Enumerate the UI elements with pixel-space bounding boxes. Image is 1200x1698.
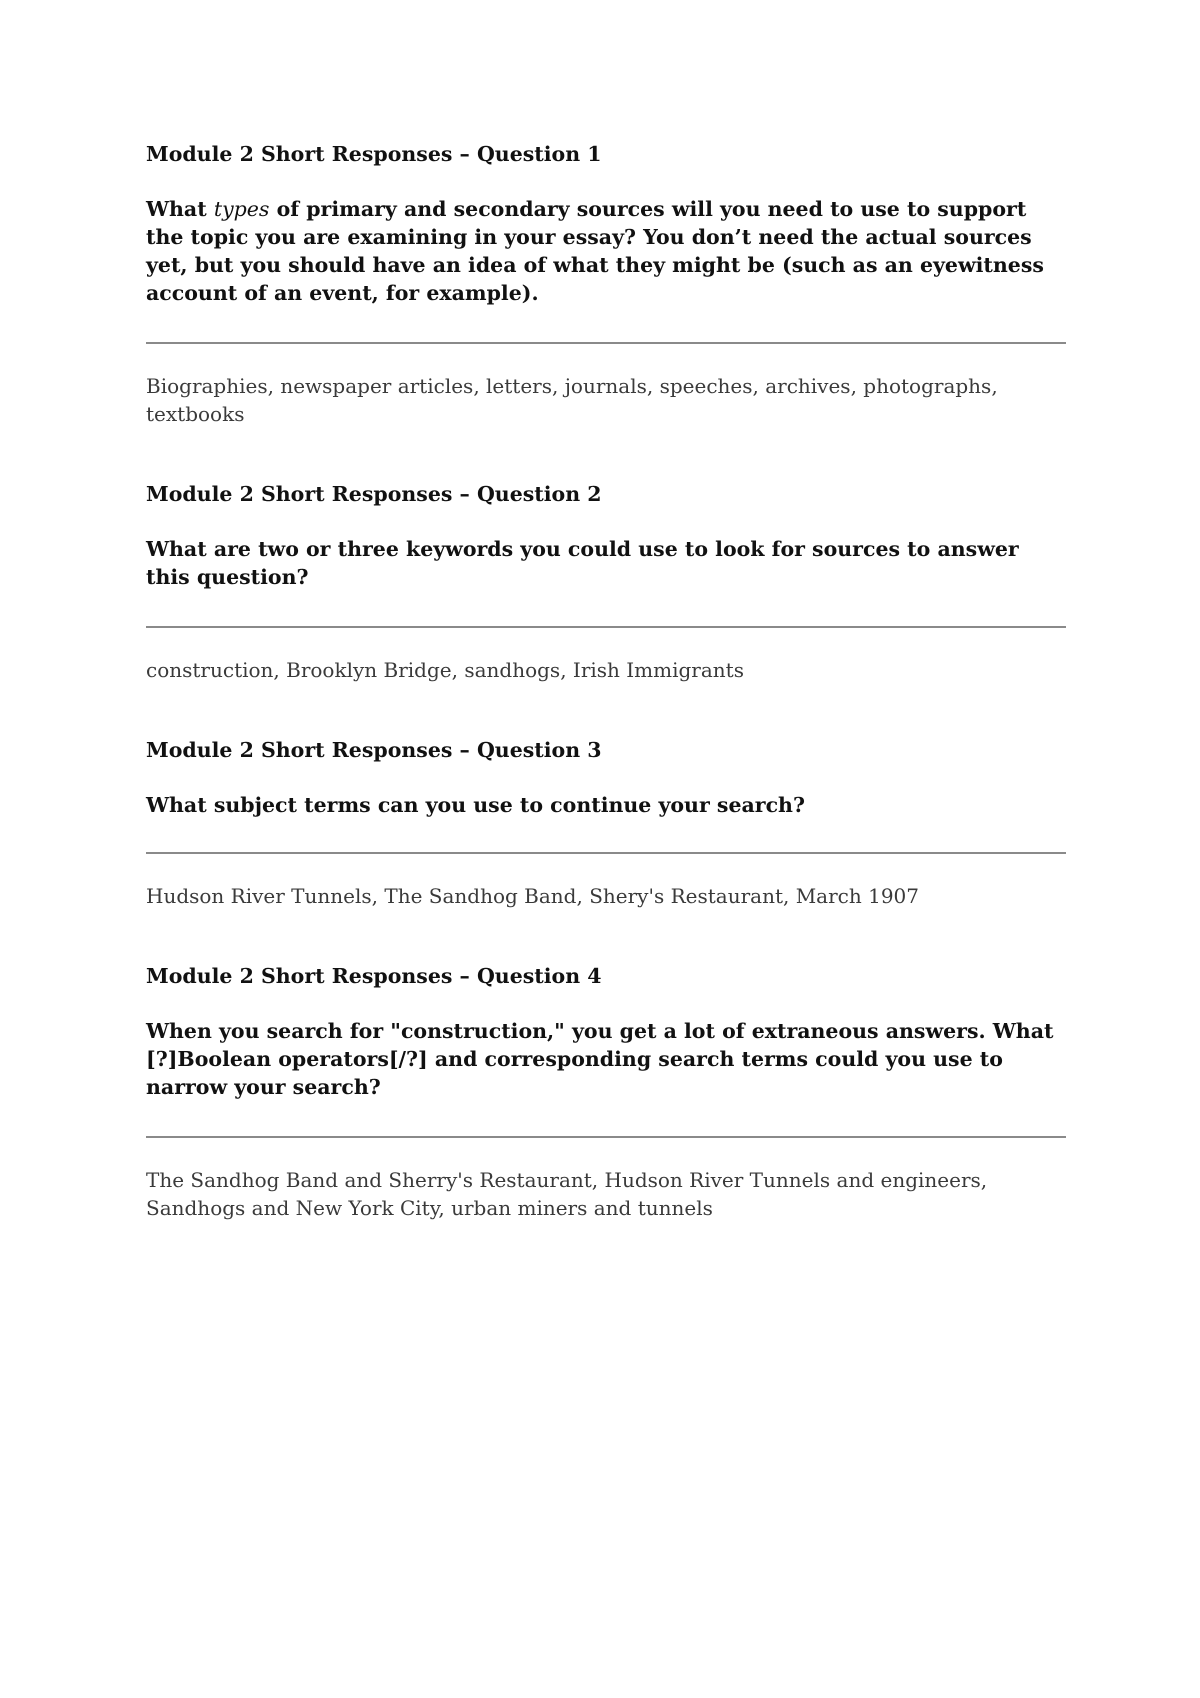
question-block-3	[146, 736, 1066, 910]
divider-line	[146, 342, 1066, 344]
answer-text: Hudson River Tunnels, The Sandhog Band, Shery's Restaurant, March 1907	[146, 884, 920, 908]
document-page	[146, 140, 1066, 1222]
answer-text: The Sandhog Band and Sherry's Restaurant, Hudson River Tunnels and engineers, Sandhogs and New York City, urban miners and tunnels	[146, 1168, 988, 1220]
question-heading: Module 2 Short Responses – Question 3	[146, 738, 602, 762]
divider-line	[146, 626, 1066, 628]
question-heading: Module 2 Short Responses – Question 2	[146, 482, 602, 506]
question-heading: Module 2 Short Responses – Question 1	[146, 142, 602, 166]
question-block-2	[146, 480, 1066, 684]
question-text: What subject terms can you use to continue your search?	[146, 793, 805, 817]
question-text	[146, 195, 1066, 307]
answer-text: Biographies, newspaper articles, letters, journals, speeches, archives, photographs, textbooks	[146, 374, 998, 426]
question-heading: Module 2 Short Responses – Question 4	[146, 964, 602, 988]
question-text-emphasis: types	[213, 197, 270, 221]
answer-text: construction, Brooklyn Bridge, sandhogs, Irish Immigrants	[146, 658, 744, 682]
question-text: What are two or three keywords you could use to look for sources to answer this question?	[146, 537, 1019, 589]
question-block-4	[146, 962, 1066, 1222]
divider-line	[146, 1136, 1066, 1138]
question-text-rest: of primary and secondary sources will you need to use to support the topic you are examining in your essay? You don’t need the actual sources yet, but you should have an idea of what they might be (such as an eyewitness account of an event, for example).	[146, 197, 1044, 305]
divider-line	[146, 852, 1066, 854]
question-text: When you search for "construction," you get a lot of extraneous answers. What [?]Boolean operators[/?] and corresponding search terms could you use to narrow your search?	[146, 1019, 1054, 1099]
question-text-prefix: What	[146, 197, 214, 221]
question-block-1	[146, 140, 1066, 428]
